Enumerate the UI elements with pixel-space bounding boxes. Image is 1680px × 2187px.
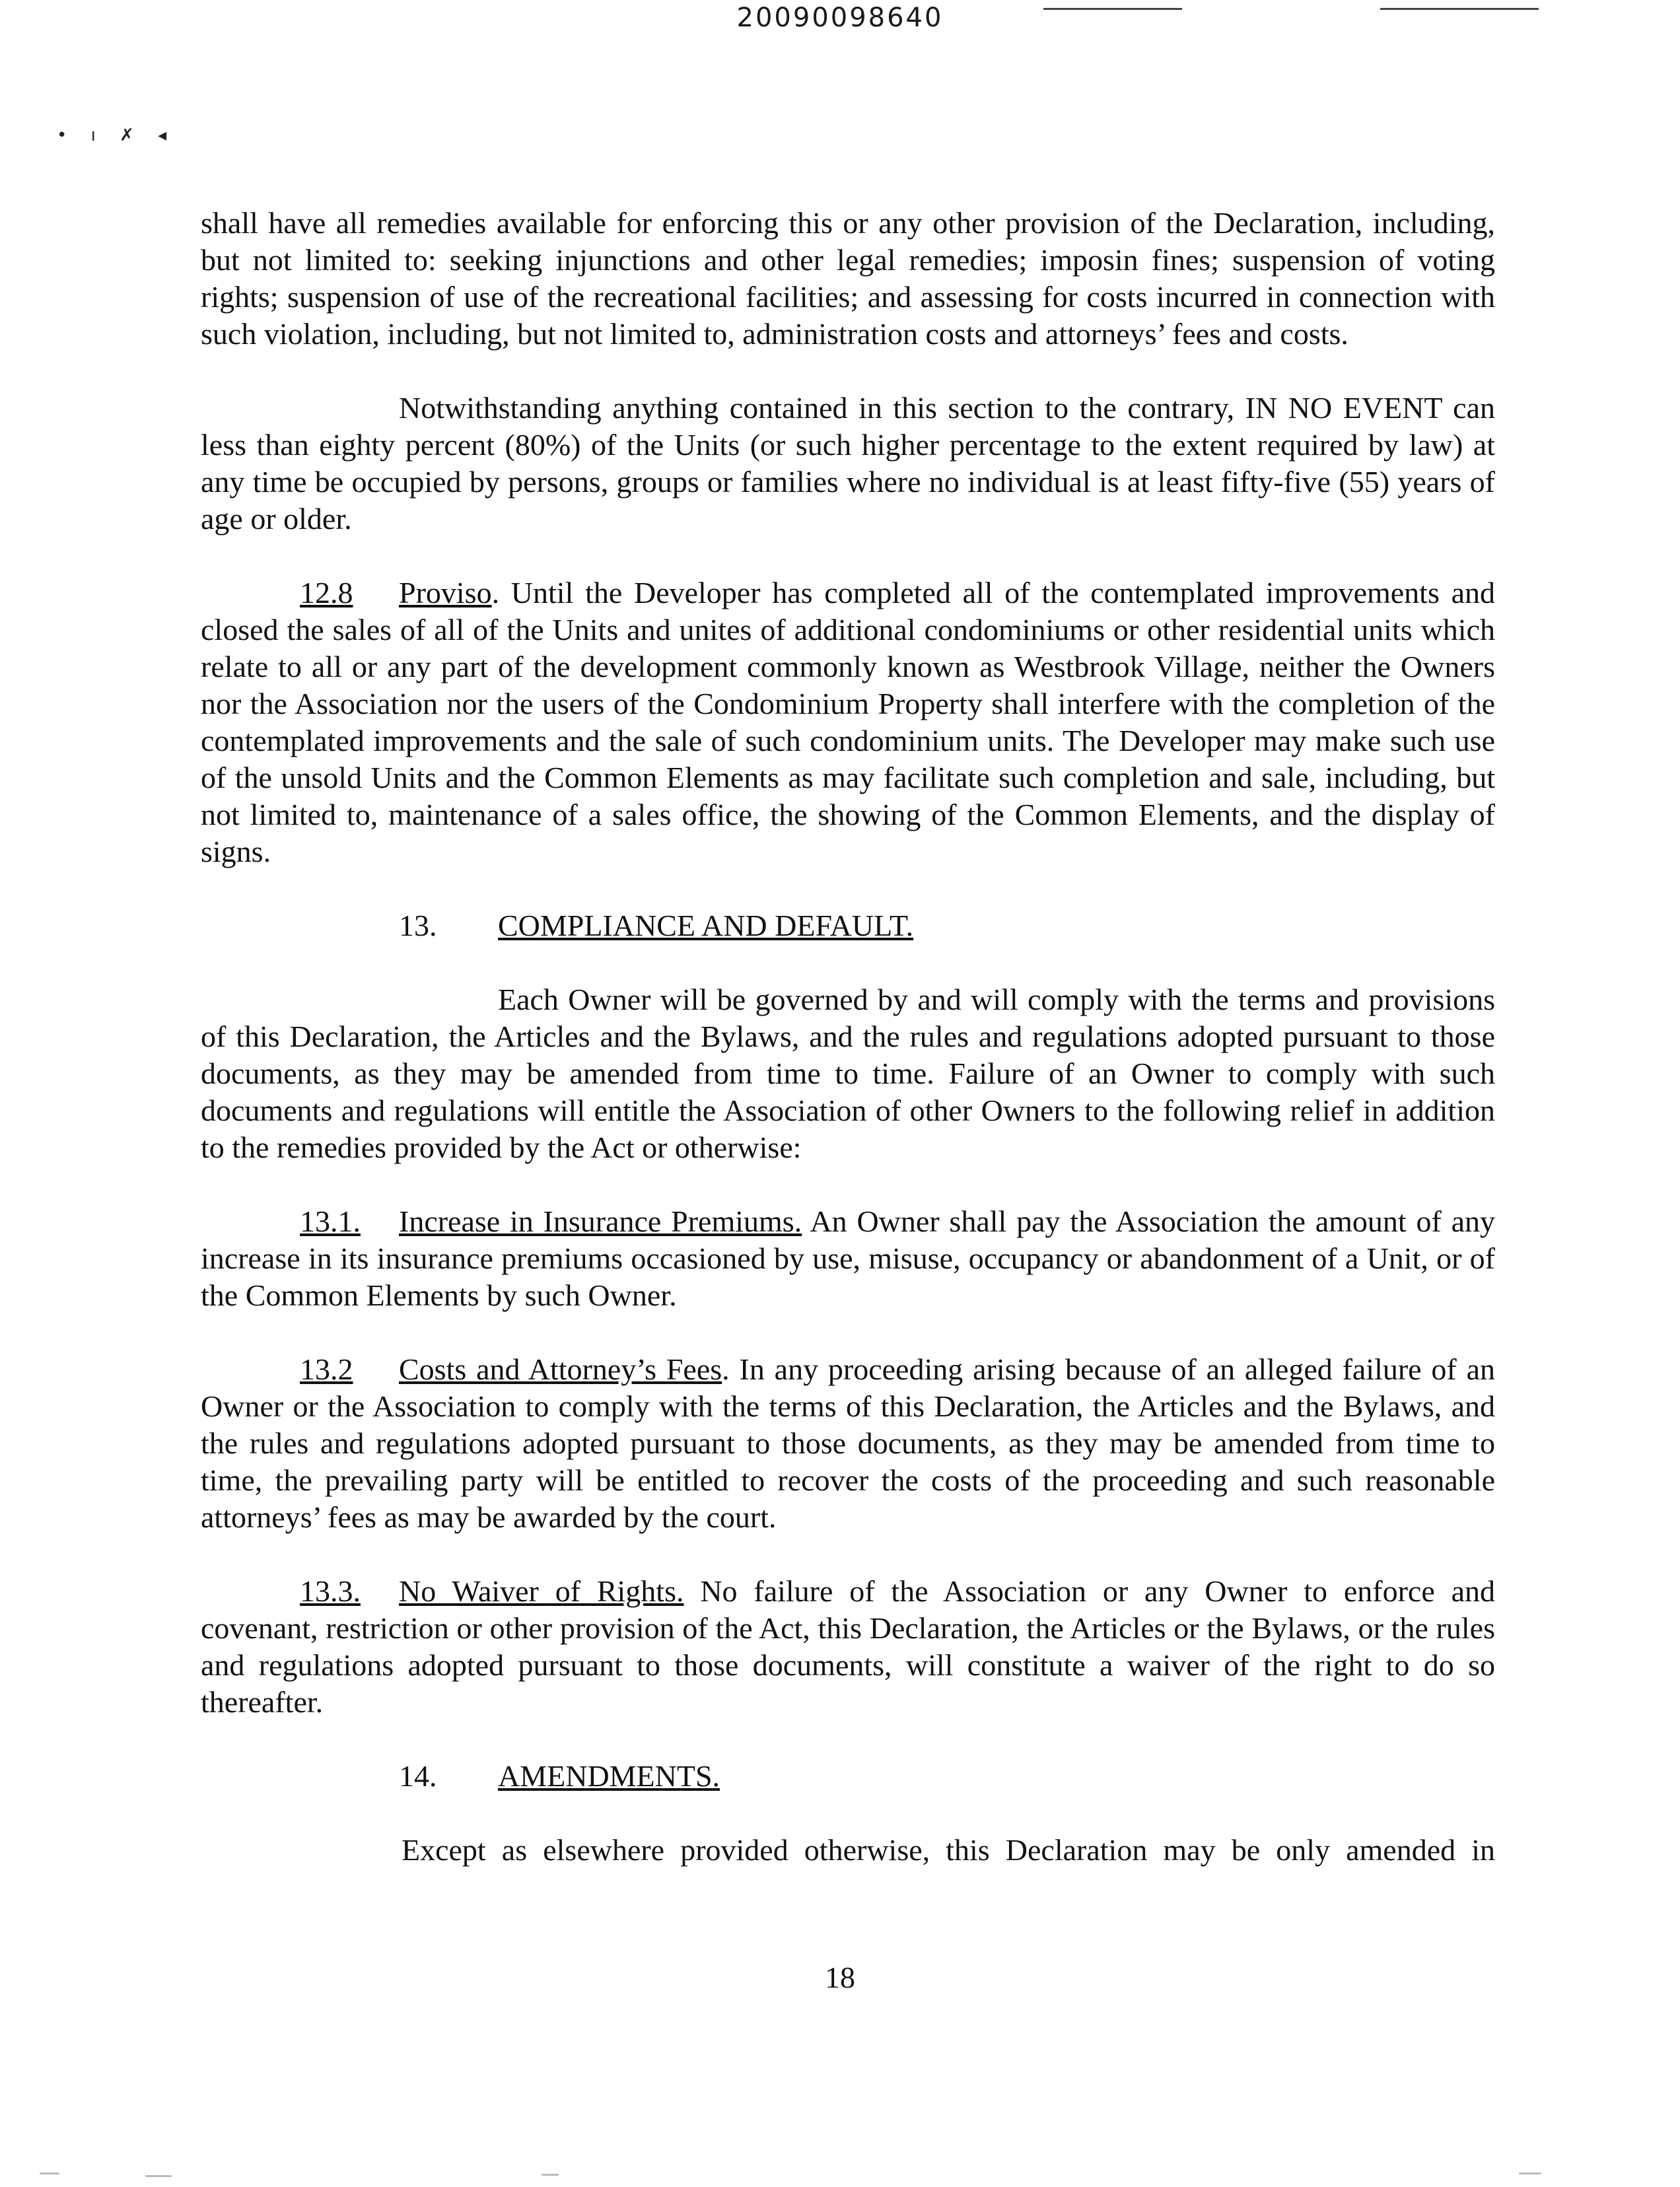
section-number: 13.1.: [300, 1204, 361, 1238]
heading-14: [201, 1758, 1495, 1795]
section-title: No Waiver of Rights.: [399, 1574, 684, 1608]
document-body: [201, 205, 1495, 1869]
page-number: 18: [825, 1961, 855, 1994]
section-title: Proviso: [399, 576, 492, 609]
section-13-1: [201, 1203, 1495, 1314]
section-title: Costs and Attorney’s Fees: [399, 1352, 722, 1386]
heading-number: 13.: [399, 909, 437, 942]
section-text: An Owner shall pay the Association the amount of any increase in its insurance premiums occasioned by use, misuse, occupancy or abandonment of a Unit, or of the Common Elements by such Owner.: [201, 1204, 1495, 1312]
section-12-8: [201, 574, 1495, 870]
heading-title: AMENDMENTS.: [498, 1759, 720, 1793]
paragraph-amendments: Except as elsewhere provided otherwise, this Declaration may be only amended in: [402, 1833, 1495, 1867]
scan-rule-left: [1043, 8, 1182, 10]
section-number: 12.8: [300, 576, 353, 609]
section-number: 13.3.: [300, 1574, 361, 1608]
heading-number: 14.: [399, 1759, 437, 1793]
section-13-2: [201, 1351, 1495, 1536]
section-text: . Until the Developer has completed all of the contemplated improvements and closed the sales of all of the Units and unites of additional condominiums or other residential units which relate to all or any part of the development commonly known as Westbrook Village, neither the Owners nor the Association nor the users of the Condominium Property shall interfere with the completion of the contemplated improvements and the sale of such condominium units. The Developer may make such use of the unsold Units and the Common Elements as may facilitate such completion and sale, including, but not limited to, maintenance of a sales office, the showing of the Common Elements, and the display of signs.: [201, 576, 1495, 868]
scan-speck: [40, 2172, 59, 2174]
section-number: 13.2: [300, 1352, 353, 1386]
section-13-3: [201, 1573, 1495, 1721]
paragraph-compliance: Each Owner will be governed by and will comply with the terms and provisions of this Declaration, the Articles and the Bylaws, and the rules and regulations adopted pursuant to those documents, as they may be amended from time to time. Failure of an Owner to comply with such documents and regulations will entitle the Association of other Owners to the following relief in addition to the remedies provided by the Act or otherwise:: [201, 983, 1495, 1164]
section-text: . In any proceeding arising because of an alleged failure of an Owner or the Association to comply with the terms of this Declaration, the Articles and the Bylaws, and the rules and regulations adopted pursuant to those documents, as they may be amended from time to time, the prevailing party will be entitled to recover the costs of the proceeding and such reasonable attorneys’ fees as may be awarded by the court.: [201, 1352, 1495, 1534]
scan-rule-right: [1380, 8, 1539, 10]
heading-title: COMPLIANCE AND DEFAULT.: [498, 909, 914, 942]
paragraph-notwithstanding: Notwithstanding anything contained in this section to the contrary, IN NO EVENT can less than eighty percent (80%) of the Units (or such higher percentage to the extent required by law) at any time be occupied by persons, groups or families where no individual is at least fifty-five (55) years of age or older.: [201, 391, 1495, 536]
scan-speck: [542, 2174, 559, 2176]
section-title: Increase in Insurance Premiums.: [399, 1204, 802, 1238]
scan-speck: [1519, 2172, 1541, 2174]
heading-13: [201, 907, 1495, 944]
section-text: No failure of the Association or any Owner to enforce and covenant, restriction or other provision of the Act, this Declaration, the Articles or the Bylaws, or the rules and regulations adopted pursuant to those documents, will constitute a waiver of the right to do so thereafter.: [201, 1574, 1495, 1719]
document-number: 20090098640: [736, 3, 944, 33]
scan-marks: • ı ✗ ◂: [57, 125, 176, 145]
scan-speck: [145, 2175, 172, 2177]
paragraph-remedies: shall have all remedies available for enforcing this or any other provision of the Declaration, including, but not limited to: seeking injunctions and other legal remedies; imposin fines; suspension of voting rights; suspension of use of the recreational facilities; and assessing for costs incurred in connection with such violation, including, but not limited to, administration costs and attorneys’ fees and costs.: [201, 206, 1495, 351]
